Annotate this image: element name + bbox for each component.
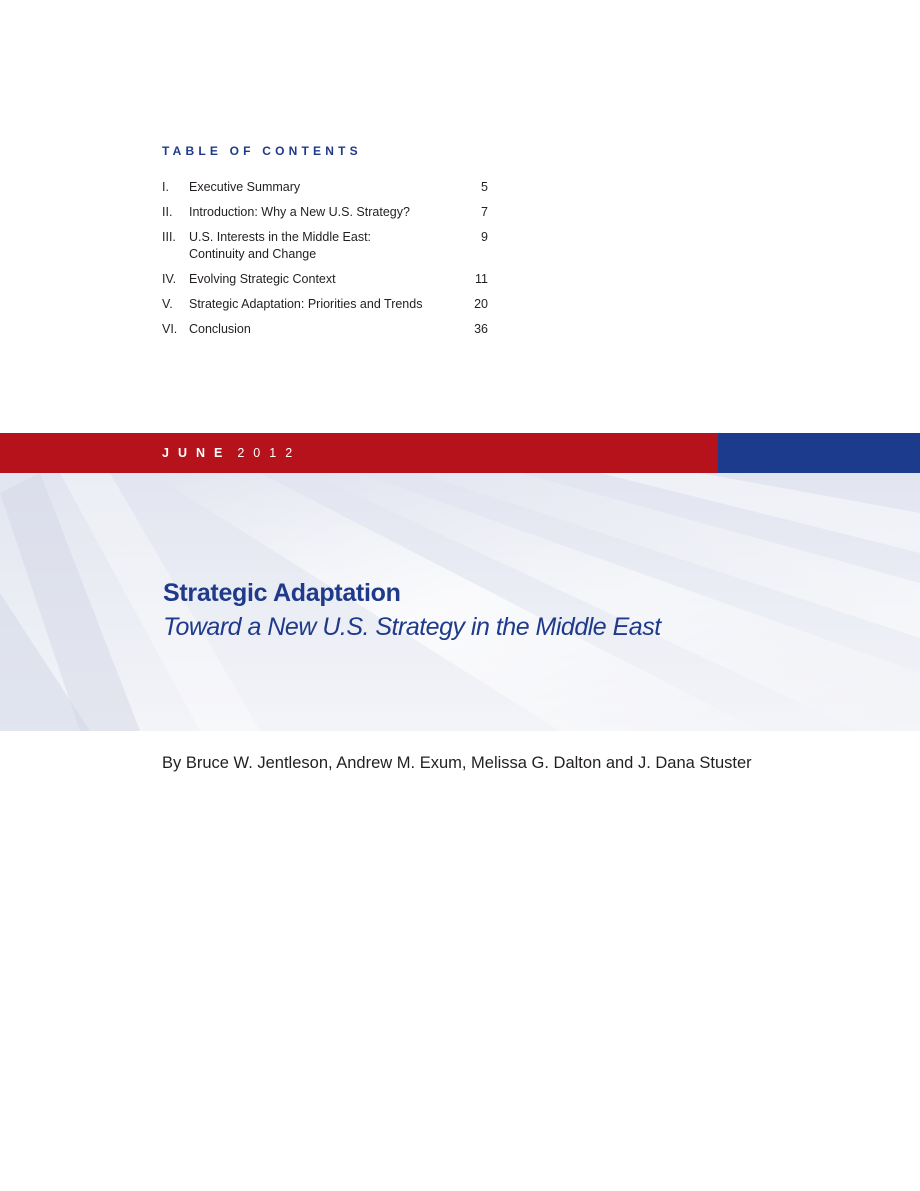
toc-item-title: U.S. Interests in the Middle East: [189, 230, 372, 244]
toc-item-page: 9 [481, 230, 488, 244]
toc-item-title: Introduction: Why a New U.S. Strategy? [189, 205, 410, 219]
toc-item-title: Evolving Strategic Context [189, 272, 336, 286]
red-banner [0, 433, 718, 473]
toc-item [162, 296, 488, 313]
toc-heading: TABLE OF CONTENTS [162, 144, 362, 158]
toc-item-page: 11 [475, 272, 488, 286]
toc-item-number: IV. [162, 272, 177, 286]
toc-item-title-continued: Continuity and Change [189, 247, 317, 261]
hero-light-streaks [0, 473, 920, 731]
toc-item-title: Executive Summary [189, 180, 301, 194]
toc-item-page: 5 [481, 180, 488, 194]
blue-banner [718, 433, 920, 473]
toc-list [162, 179, 488, 338]
toc-item-title: Strategic Adaptation: Priorities and Trends [189, 297, 423, 311]
cover-hero-background [0, 473, 920, 731]
authors-line: By Bruce W. Jentleson, Andrew M. Exum, Melissa G. Dalton and J. Dana Stuster [162, 754, 752, 772]
toc-item-page: 7 [481, 205, 488, 219]
report-subtitle: Toward a New U.S. Strategy in the Middle East [163, 613, 661, 641]
toc-item [162, 204, 488, 221]
date-month: JUNE [162, 446, 232, 460]
toc-item [162, 321, 488, 338]
toc-item-number: VI. [162, 322, 178, 336]
date-year: 2012 [237, 446, 302, 460]
toc-item-number: V. [162, 297, 173, 311]
toc-item-number: I. [162, 180, 169, 194]
toc-item [162, 179, 488, 196]
toc-item-number: II. [162, 205, 173, 219]
toc-item [162, 229, 488, 263]
toc-item-number: III. [162, 230, 176, 244]
toc-item-page: 20 [474, 297, 488, 311]
publication-date [162, 446, 301, 460]
toc-item [162, 271, 488, 288]
toc-item-page: 36 [474, 322, 488, 336]
report-title: Strategic Adaptation [163, 579, 401, 607]
toc-item-title: Conclusion [189, 322, 251, 336]
